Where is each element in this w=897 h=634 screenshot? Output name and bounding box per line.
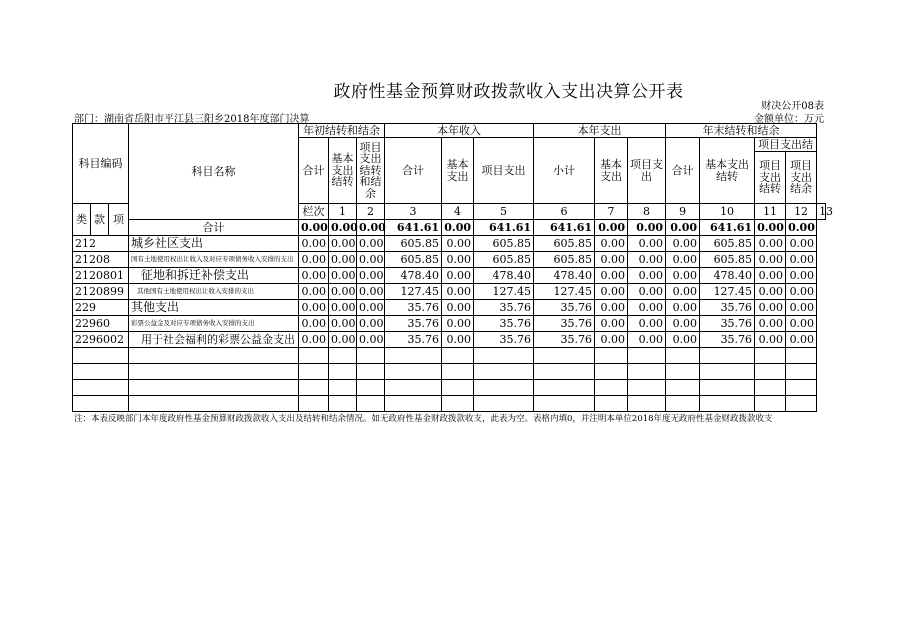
value-cell: 0.00 xyxy=(595,316,628,332)
header-group-begin: 年初结转和结余 xyxy=(299,124,385,138)
value-cell: 0.00 xyxy=(755,332,786,348)
empty-cell xyxy=(357,380,385,396)
col-number-6: 6 xyxy=(534,204,595,220)
header-project-subgroup: 项目支出结 xyxy=(755,138,817,152)
header-income-project: 项目支出 xyxy=(474,138,534,204)
subject-code: 22960 xyxy=(73,316,129,332)
value-cell: 0.00 xyxy=(357,316,385,332)
value-cell: 0.00 xyxy=(666,236,700,252)
value-cell: 0.00 xyxy=(628,236,666,252)
value-cell: 0.00 xyxy=(442,268,474,284)
col-number-8: 8 xyxy=(628,204,666,220)
empty-cell xyxy=(595,396,628,412)
empty-cell xyxy=(666,380,700,396)
value-cell: 0.00 xyxy=(357,252,385,268)
value-cell: 0.00 xyxy=(666,316,700,332)
empty-cell xyxy=(755,380,786,396)
col-number-3: 3 xyxy=(385,204,442,220)
value-cell: 0.00 xyxy=(357,236,385,252)
value-cell: 0.00 xyxy=(755,300,786,316)
empty-cell xyxy=(73,348,129,364)
empty-cell xyxy=(73,380,129,396)
empty-row xyxy=(73,348,826,364)
subject-code: 21208 xyxy=(73,252,129,268)
value-cell: 605.85 xyxy=(700,252,755,268)
empty-cell xyxy=(786,364,817,380)
value-cell: 35.76 xyxy=(700,316,755,332)
value-cell: 605.85 xyxy=(700,236,755,252)
value-cell: 0.00 xyxy=(595,284,628,300)
value-cell: 0.00 xyxy=(628,268,666,284)
col-number-9: 9 xyxy=(666,204,700,220)
value-cell: 478.40 xyxy=(534,268,595,284)
header-begin-total: 合计 xyxy=(299,138,329,204)
subject-code: 2120801 xyxy=(73,268,129,284)
subject-name: 城乡社区支出 xyxy=(129,236,299,252)
empty-cell xyxy=(385,348,442,364)
value-cell: 0.00 xyxy=(628,316,666,332)
value-cell: 0.00 xyxy=(755,316,786,332)
value-cell: 0.00 xyxy=(442,300,474,316)
value-cell: 0.00 xyxy=(786,268,817,284)
value-cell: 35.76 xyxy=(474,332,534,348)
value-cell: 0.00 xyxy=(595,252,628,268)
table-row xyxy=(73,284,826,300)
total-row xyxy=(73,220,826,236)
col-number-4: 4 xyxy=(442,204,474,220)
total-label: 合计 xyxy=(129,220,299,236)
value-cell: 0.00 xyxy=(755,284,786,300)
empty-cell xyxy=(595,380,628,396)
value-cell: 0.00 xyxy=(786,284,817,300)
value-cell: 35.76 xyxy=(474,300,534,316)
total-cell: 0.00 xyxy=(595,220,628,236)
empty-cell xyxy=(329,396,357,412)
value-cell: 0.00 xyxy=(628,332,666,348)
total-cell: 0.00 xyxy=(628,220,666,236)
value-cell: 0.00 xyxy=(299,316,329,332)
empty-cell xyxy=(73,364,129,380)
empty-cell xyxy=(129,364,299,380)
value-cell: 0.00 xyxy=(442,332,474,348)
value-cell: 0.00 xyxy=(442,252,474,268)
value-cell: 0.00 xyxy=(595,300,628,316)
empty-cell xyxy=(700,396,755,412)
empty-cell xyxy=(329,364,357,380)
value-cell: 0.00 xyxy=(666,268,700,284)
total-cell: 0.00 xyxy=(357,220,385,236)
value-cell: 0.00 xyxy=(786,316,817,332)
total-cell: 0.00 xyxy=(299,220,329,236)
value-cell: 0.00 xyxy=(628,284,666,300)
empty-cell xyxy=(299,348,329,364)
value-cell: 0.00 xyxy=(329,332,357,348)
department-label: 部门：湖南省岳阳市平江县三阳乡2018年度部门决算 xyxy=(74,114,310,125)
empty-cell xyxy=(474,396,534,412)
empty-cell xyxy=(700,380,755,396)
empty-cell xyxy=(755,364,786,380)
empty-cell xyxy=(129,380,299,396)
value-cell: 0.00 xyxy=(329,236,357,252)
value-cell: 0.00 xyxy=(442,316,474,332)
col-number-7: 7 xyxy=(595,204,628,220)
empty-cell xyxy=(628,380,666,396)
value-cell: 605.85 xyxy=(385,252,442,268)
total-cell: 641.61 xyxy=(385,220,442,236)
value-cell: 0.00 xyxy=(628,300,666,316)
value-cell: 0.00 xyxy=(299,236,329,252)
empty-cell xyxy=(595,364,628,380)
total-cell: 0.00 xyxy=(442,220,474,236)
total-cell: 0.00 xyxy=(666,220,700,236)
header-end-total: 合计 xyxy=(666,138,700,204)
subject-code: 2120899 xyxy=(73,284,129,300)
value-cell: 0.00 xyxy=(299,300,329,316)
value-cell: 35.76 xyxy=(474,316,534,332)
total-cell: 641.61 xyxy=(474,220,534,236)
value-cell: 0.00 xyxy=(595,268,628,284)
value-cell: 605.85 xyxy=(534,236,595,252)
empty-cell xyxy=(534,364,595,380)
value-cell: 605.85 xyxy=(534,252,595,268)
header-end-basic: 基本支出结转 xyxy=(700,138,755,204)
empty-row xyxy=(73,364,826,380)
footnote: 注：本表反映部门本年度政府性基金预算财政拨款收入支出及结转和结余情况。如无政府性基金财政拨款收支，此表为空。表格内填0，并注明本单位2018年度无政府性基金财政拨款收支 xyxy=(74,414,773,424)
empty-row xyxy=(73,380,826,396)
subject-code: 229 xyxy=(73,300,129,316)
empty-cell xyxy=(129,396,299,412)
header-begin-basic: 基本支出结转 xyxy=(329,138,357,204)
value-cell: 127.45 xyxy=(385,284,442,300)
value-cell: 0.00 xyxy=(299,268,329,284)
empty-cell xyxy=(329,348,357,364)
table-row xyxy=(73,268,826,284)
value-cell: 0.00 xyxy=(755,252,786,268)
table-row xyxy=(73,316,826,332)
value-cell: 0.00 xyxy=(755,236,786,252)
empty-cell xyxy=(786,348,817,364)
empty-cell xyxy=(628,364,666,380)
total-cell: 641.61 xyxy=(700,220,755,236)
empty-cell xyxy=(474,364,534,380)
value-cell: 605.85 xyxy=(474,236,534,252)
header-end-project-surplus: 项目支出结余 xyxy=(786,152,817,204)
value-cell: 0.00 xyxy=(786,236,817,252)
header-kuan: 款 xyxy=(91,204,109,236)
value-cell: 0.00 xyxy=(786,300,817,316)
value-cell: 0.00 xyxy=(329,252,357,268)
value-cell: 127.45 xyxy=(700,284,755,300)
value-cell: 35.76 xyxy=(385,332,442,348)
subject-name: 其他支出 xyxy=(129,300,299,316)
value-cell: 0.00 xyxy=(595,332,628,348)
value-cell: 0.00 xyxy=(357,284,385,300)
header-lei: 类 xyxy=(73,204,91,236)
col-number-11: 11 xyxy=(755,204,786,220)
subject-code: 212 xyxy=(73,236,129,252)
empty-cell xyxy=(442,348,474,364)
empty-cell xyxy=(755,396,786,412)
value-cell: 0.00 xyxy=(442,284,474,300)
empty-cell xyxy=(595,348,628,364)
value-cell: 0.00 xyxy=(299,284,329,300)
total-cell: 641.61 xyxy=(534,220,595,236)
value-cell: 35.76 xyxy=(534,332,595,348)
empty-cell xyxy=(357,364,385,380)
header-expense-project: 项目支出 xyxy=(628,138,666,204)
empty-cell xyxy=(755,348,786,364)
empty-cell xyxy=(628,396,666,412)
empty-cell xyxy=(357,348,385,364)
value-cell: 0.00 xyxy=(442,236,474,252)
table-row xyxy=(73,236,826,252)
subject-name: 彩票公益金及对应专项债务收入安排的支出 xyxy=(129,316,299,332)
empty-cell xyxy=(385,380,442,396)
value-cell: 605.85 xyxy=(385,236,442,252)
subject-name: 用于社会福利的彩票公益金支出 xyxy=(129,332,299,348)
empty-cell xyxy=(299,364,329,380)
empty-row xyxy=(73,396,826,412)
value-cell: 0.00 xyxy=(628,252,666,268)
col-number-5: 5 xyxy=(474,204,534,220)
empty-cell xyxy=(628,348,666,364)
empty-cell xyxy=(73,396,129,412)
empty-cell xyxy=(442,364,474,380)
value-cell: 35.76 xyxy=(385,300,442,316)
empty-cell xyxy=(442,396,474,412)
header-group-end: 年末结转和结余 xyxy=(666,124,817,138)
value-cell: 0.00 xyxy=(299,332,329,348)
value-cell: 0.00 xyxy=(755,268,786,284)
empty-cell xyxy=(786,396,817,412)
col-number-1: 1 xyxy=(329,204,357,220)
value-cell: 0.00 xyxy=(329,268,357,284)
empty-cell xyxy=(534,396,595,412)
empty-cell xyxy=(666,364,700,380)
value-cell: 0.00 xyxy=(786,252,817,268)
empty-cell xyxy=(385,364,442,380)
header-lanci: 栏次 xyxy=(299,204,329,220)
value-cell: 0.00 xyxy=(329,284,357,300)
subject-name: 国有土地使用权出让收入及对应专项债务收入安排的支出 xyxy=(129,252,299,268)
empty-cell xyxy=(700,348,755,364)
empty-cell xyxy=(442,380,474,396)
value-cell: 35.76 xyxy=(700,300,755,316)
empty-cell xyxy=(534,380,595,396)
value-cell: 0.00 xyxy=(329,300,357,316)
empty-cell xyxy=(329,380,357,396)
table-row xyxy=(73,300,826,316)
col-number-12: 12 xyxy=(786,204,817,220)
value-cell: 0.00 xyxy=(329,316,357,332)
value-cell: 0.00 xyxy=(666,332,700,348)
value-cell: 478.40 xyxy=(474,268,534,284)
header-expense-basic: 基本支出 xyxy=(595,138,628,204)
value-cell: 0.00 xyxy=(666,300,700,316)
report-title: 政府性基金预算财政拨款收入支出决算公开表 xyxy=(333,82,684,102)
header-group-income: 本年收入 xyxy=(385,124,534,138)
value-cell: 0.00 xyxy=(357,300,385,316)
value-cell: 0.00 xyxy=(786,332,817,348)
empty-cell xyxy=(700,364,755,380)
empty-cell xyxy=(357,396,385,412)
value-cell: 35.76 xyxy=(700,332,755,348)
empty-cell xyxy=(299,396,329,412)
empty-cell xyxy=(786,380,817,396)
total-cell: 0.00 xyxy=(786,220,817,236)
value-cell: 0.00 xyxy=(595,236,628,252)
empty-cell xyxy=(474,380,534,396)
value-cell: 127.45 xyxy=(534,284,595,300)
subject-code: 2296002 xyxy=(73,332,129,348)
empty-cell xyxy=(129,348,299,364)
subject-name: 其他国有土地使用权出让收入安排的支出 xyxy=(129,284,299,300)
total-cell: 0.00 xyxy=(329,220,357,236)
col-number-13: 13 xyxy=(817,204,826,220)
form-number: 财决公开08表 xyxy=(761,101,824,112)
empty-cell xyxy=(534,348,595,364)
empty-cell xyxy=(299,380,329,396)
table-row xyxy=(73,252,826,268)
header-group-expense: 本年支出 xyxy=(534,124,666,138)
value-cell: 478.40 xyxy=(385,268,442,284)
header-begin-project: 项目支出结转和结余 xyxy=(357,138,385,204)
empty-cell xyxy=(385,396,442,412)
unit-label: 金额单位：万元 xyxy=(754,114,824,125)
value-cell: 0.00 xyxy=(666,252,700,268)
empty-cell xyxy=(666,348,700,364)
value-cell: 35.76 xyxy=(534,316,595,332)
header-subject-name: 科目名称 xyxy=(129,124,299,220)
report-table xyxy=(72,123,834,412)
empty-cell xyxy=(666,396,700,412)
value-cell: 605.85 xyxy=(474,252,534,268)
header-end-project-carry: 项目支出结转 xyxy=(755,152,786,204)
value-cell: 127.45 xyxy=(474,284,534,300)
header-income-basic: 基本支出 xyxy=(442,138,474,204)
value-cell: 0.00 xyxy=(666,284,700,300)
value-cell: 35.76 xyxy=(385,316,442,332)
subject-name: 征地和拆迁补偿支出 xyxy=(129,268,299,284)
table-row xyxy=(73,332,826,348)
col-number-10: 10 xyxy=(700,204,755,220)
empty-cell xyxy=(474,348,534,364)
value-cell: 478.40 xyxy=(700,268,755,284)
value-cell: 0.00 xyxy=(357,332,385,348)
header-xiang: 项 xyxy=(109,204,129,236)
header-expense-total: 小计 xyxy=(534,138,595,204)
value-cell: 0.00 xyxy=(357,268,385,284)
header-income-total: 合计 xyxy=(385,138,442,204)
value-cell: 35.76 xyxy=(534,300,595,316)
header-subject-code: 科目编码 xyxy=(73,124,129,204)
col-number-2: 2 xyxy=(357,204,385,220)
total-cell: 0.00 xyxy=(755,220,786,236)
value-cell: 0.00 xyxy=(299,252,329,268)
